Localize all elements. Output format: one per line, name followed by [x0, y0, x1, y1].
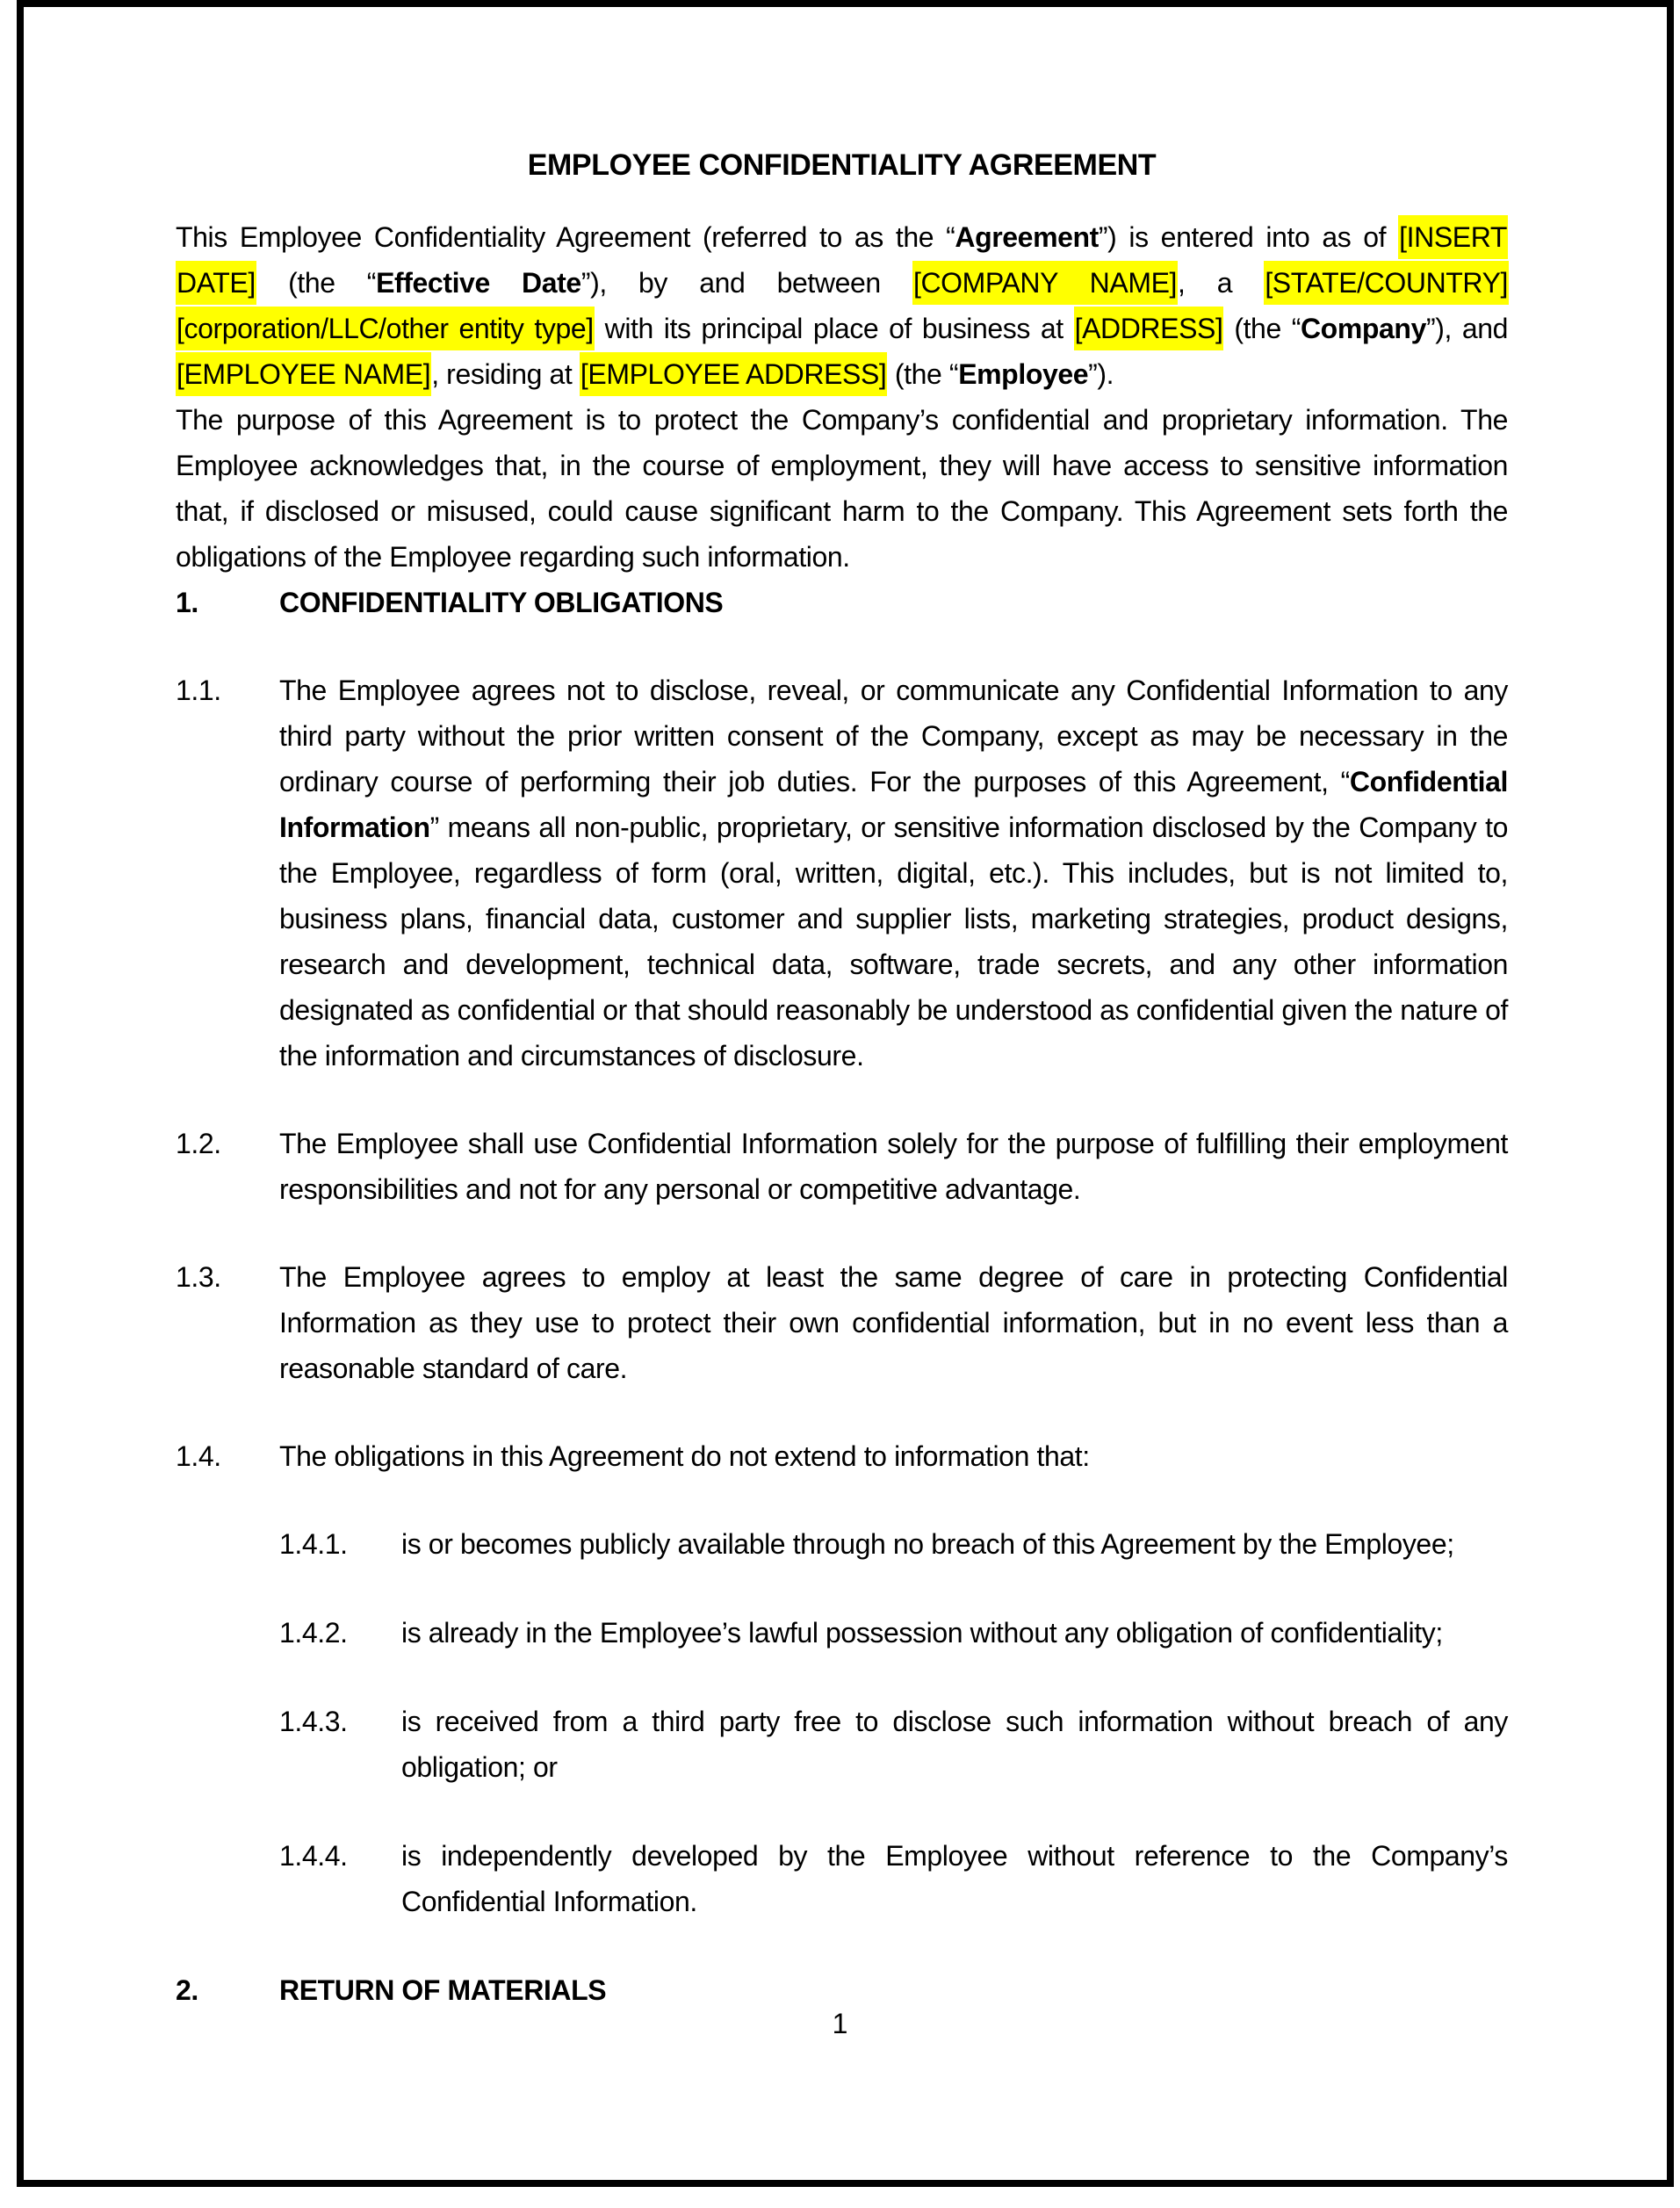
text-segment: ”), by and between	[580, 267, 912, 299]
section-heading: CONFIDENTIALITY OBLIGATIONS	[279, 587, 724, 618]
placeholder-highlight: [COMPANY NAME]	[912, 261, 1178, 305]
text-segment: ”).	[1088, 358, 1114, 390]
clause-number: 1.2.	[176, 1128, 221, 1159]
subclause-number: 1.4.1.	[279, 1528, 348, 1560]
clause-text: The Employee shall use Confidential Information solely for the purpose of fulfilling their employment responsibilities and not for any personal or competitive advantage.	[279, 1128, 1508, 1205]
clause-1-4	[176, 1433, 1508, 1479]
subclause-1-4-2	[279, 1610, 1508, 1656]
clause-1-2	[176, 1121, 1508, 1212]
text-segment: with its principal place of business at	[594, 313, 1074, 344]
text-segment: , a	[1178, 267, 1265, 299]
subclause-1-4-3	[279, 1699, 1508, 1790]
defined-term: Agreement	[955, 221, 1099, 253]
purpose-paragraph: The purpose of this Agreement is to protect the Company’s confidential and proprietary information. The Employee acknowledges that, in the course of employment, they will have access to sensitive information that, if disclosed or misused, could cause significant harm to the Company. This Agreement sets forth the obligations of the Employee regarding such information.	[176, 404, 1508, 573]
text-segment: (the “	[1223, 313, 1301, 344]
defined-term: Effective Date	[376, 267, 581, 299]
text-segment: (the “	[887, 358, 959, 390]
subclause-text: is independently developed by the Employee without reference to the Company’s Confidential Information.	[401, 1840, 1508, 1917]
subclause-number: 1.4.3.	[279, 1706, 348, 1737]
document-title: EMPLOYEE CONFIDENTIALITY AGREEMENT	[527, 148, 1157, 182]
clause-text	[279, 667, 1508, 1079]
text-segment: ”) is entered into as of	[1098, 221, 1399, 253]
subclause-number: 1.4.4.	[279, 1840, 348, 1872]
placeholder-highlight: [EMPLOYEE NAME]	[176, 352, 431, 396]
subclause-text: is already in the Employee’s lawful possession without any obligation of confidentiality;	[401, 1617, 1443, 1649]
placeholder-highlight: [corporation/LLC/other entity type]	[176, 307, 595, 350]
clause-1-3	[176, 1254, 1508, 1391]
subclause-number: 1.4.2.	[279, 1617, 348, 1649]
text-segment: The Employee agrees not to disclose, reveal, or communicate any Confidential Information to any third party without the prior written consent of the Company, except as may be necessary in the ordinary course of performing their job duties. For the purposes of this Agreement, “	[279, 675, 1508, 797]
section-1-heading-row	[176, 580, 1508, 625]
placeholder-highlight: [STATE/COUNTRY]	[1264, 261, 1509, 305]
text-segment: ”), and	[1425, 313, 1509, 344]
defined-term: Company	[1300, 313, 1426, 344]
clause-number: 1.4.	[176, 1440, 221, 1472]
placeholder-highlight: [ADDRESS]	[1074, 307, 1224, 350]
defined-term: Employee	[958, 358, 1089, 390]
defined-term: Confidential Information	[279, 766, 1508, 843]
text-segment: , residing at	[431, 358, 580, 390]
subclause-text: is received from a third party free to disclose such information without breach of any obligation; or	[401, 1706, 1508, 1783]
text-segment: ” means all non-public, proprietary, or sensitive information disclosed by the Company to the Employee, regardless of form (oral, written, digital, etc.). This includes, but is not limited to, business plans, financial data, customer and supplier lists, marketing strategies, product designs, research and development, technical data, software, trade secrets, and any other information designated as confidential or that should reasonably be understood as confidential given the nature of the information and circumstances of disclosure.	[279, 812, 1508, 1072]
section-heading: RETURN OF MATERIALS	[279, 1974, 607, 2006]
document-body	[176, 142, 1508, 2013]
clause-number: 1.3.	[176, 1261, 221, 1293]
placeholder-highlight: [INSERT DATE]	[176, 215, 1508, 305]
clause-1-1	[176, 667, 1508, 1079]
placeholder-highlight: [EMPLOYEE ADDRESS]	[580, 352, 887, 396]
clause-text: The obligations in this Agreement do not extend to information that:	[279, 1440, 1090, 1472]
page-number: 1	[832, 2008, 848, 2039]
clause-number: 1.1.	[176, 675, 221, 706]
clause-text: The Employee agrees to employ at least the same degree of care in protecting Confidential Information as they use to protect their own confidential information, but in no event less than a reasonable standard of care.	[279, 1261, 1508, 1384]
text-segment: This Employee Confidentiality Agreement (referred to as the “	[176, 221, 955, 253]
section-number: 2.	[176, 1974, 198, 2006]
intro-paragraph	[176, 214, 1508, 397]
subclause-1-4-1	[279, 1521, 1508, 1567]
text-segment: (the “	[256, 267, 377, 299]
section-number: 1.	[176, 587, 198, 618]
subclause-text: is or becomes publicly available through no breach of this Agreement by the Employee;	[401, 1528, 1454, 1560]
subclause-1-4-4	[279, 1833, 1508, 1924]
